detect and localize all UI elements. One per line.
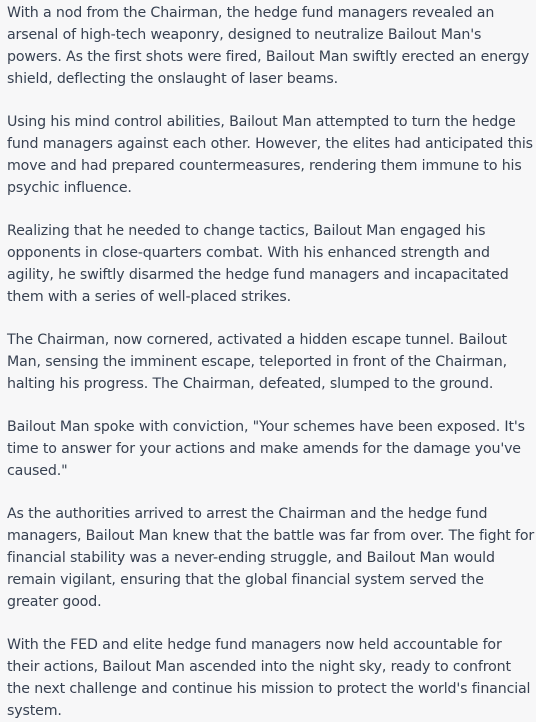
message-paragraph-3: Realizing that he needed to change tactics, Bailout Man engaged his opponents in close-quarters combat. With his enhanced strength and agility, he swiftly disarmed the hedge fund managers and incapacitated them with a series of well-placed strikes. [7,223,509,305]
message-paragraph-6: As the authorities arrived to arrest the Chairman and the hedge fund managers, Bailout Man knew that the battle was far from over. The fight for financial stability was a never-ending struggle, and Bailout Man would remain vigilant, ensuring that the global financial system served the greater good. [7,506,535,610]
assistant-message [0,2,536,719]
message-paragraph-2: Using his mind control abilities, Bailout Man attempted to turn the hedge fund managers against each other. However, the elites had anticipated this move and had prepared countermeasures, rendering them immune to his psychic influence. [7,114,533,196]
message-paragraph-1: With a nod from the Chairman, the hedge fund managers revealed an arsenal of high-tech weaponry, designed to neutralize Bailout Man's powers. As the first shots were fired, Bailout Man swiftly erected an energy shield, deflecting the onslaught of laser beams. [7,5,530,87]
message-paragraph-5: Bailout Man spoke with conviction, "Your schemes have been exposed. It's time to answer for your actions and make amends for the damage you've caused." [7,419,525,479]
message-paragraph-4: The Chairman, now cornered, activated a hidden escape tunnel. Bailout Man, sensing the imminent escape, teleported in front of the Chairman, halting his progress. The Chairman, defeated, slumped to the ground. [7,332,507,392]
message-paragraph-7: With the FED and elite hedge fund managers now held accountable for their actions, Bailout Man ascended into the night sky, ready to confront the next challenge and continue his mission to protect the world's financial system. [7,637,531,719]
